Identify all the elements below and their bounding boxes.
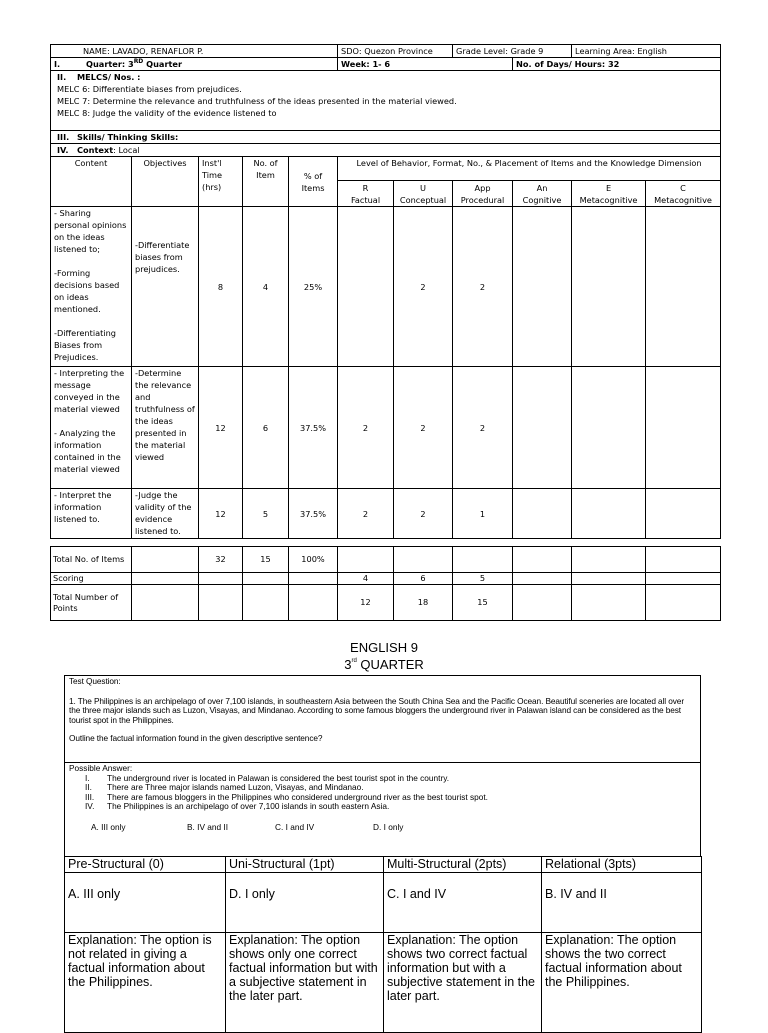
quarter-cell xyxy=(51,58,338,71)
header-r: R Factual xyxy=(338,181,394,207)
row2-items: 6 xyxy=(243,367,289,489)
header-u: U Conceptual xyxy=(394,181,453,207)
solo-option-relational: B. IV and II xyxy=(542,873,702,933)
row3-r: 2 xyxy=(338,489,394,539)
header-objectives: Objectives xyxy=(132,157,199,207)
header-inst-time: Inst'l Time (hrs) xyxy=(199,157,243,207)
melcs-heading xyxy=(57,71,717,83)
learning-area-cell: Learning Area: English xyxy=(572,45,721,58)
grade-level-cell: Grade Level: Grade 9 xyxy=(453,45,572,58)
question-label: Test Question: xyxy=(69,676,121,686)
row2-pct: 37.5% xyxy=(289,367,338,489)
skills-num: III. xyxy=(57,132,70,142)
melcs-cell xyxy=(51,71,721,131)
question-text: 1. The Philippines is an archipelago of over 7,100 islands, in southeastern Asia between the South China Sea and the Pacific Ocean. Beautiful sceneries are located all over the three major islands such as Luzon, Visayas, and Mindanao. According to some famous bloggers the underground river in Palawan island can be considered as the best tourist spot in the Philippines. xyxy=(69,695,684,725)
total-time: 32 xyxy=(199,547,243,573)
choice-a: A. III only xyxy=(91,821,126,832)
row1-items: 4 xyxy=(243,207,289,367)
solo-option-pre: A. III only xyxy=(65,873,226,933)
answer-item: III. There are famous bloggers in the Philippines who considered underground river as the best tourist spot. xyxy=(85,791,488,802)
scoring-r: 4 xyxy=(338,573,394,585)
row1-r xyxy=(338,207,394,367)
question-prompt: Outline the factual information found in the given descriptive sentence? xyxy=(69,733,323,743)
context-label: Context xyxy=(77,145,114,155)
row2-u: 2 xyxy=(394,367,453,489)
solo-table xyxy=(64,856,702,1033)
tos-table xyxy=(50,44,721,539)
skills-cell xyxy=(51,131,721,144)
quarter-num: I. xyxy=(54,59,61,69)
row3-objectives: -Judge the validity of the evidence listened to. xyxy=(132,489,199,539)
row3-content: - Interpret the information listened to. xyxy=(51,489,132,539)
row3-time: 12 xyxy=(199,489,243,539)
answer-item: I. The underground river is located in Palawan is considered the best tourist spot in the country. xyxy=(85,772,450,783)
days-cell: No. of Days/ Hours: 32 xyxy=(513,58,721,71)
scoring-u: 6 xyxy=(394,573,453,585)
row3-app: 1 xyxy=(453,489,513,539)
row2-content: - Interpreting the message conveyed in the material viewed - Analyzing the information contained in the material viewed xyxy=(51,367,132,489)
melcs-num: II. xyxy=(57,72,67,82)
answer-item: IV. The Philippines is an archipelago of over 7,100 islands in south eastern Asia. xyxy=(85,801,390,811)
header-level: Level of Behavior, Format, No., & Placement of Items and the Knowledge Dimension xyxy=(338,157,721,181)
choice-d: D. I only xyxy=(373,821,404,832)
solo-explanation-pre: Explanation: The option is not related in giving a factual information about the Philippines. xyxy=(65,933,226,1033)
name-cell: NAME: LAVADO, RENAFLOR P. xyxy=(51,45,338,58)
week-cell: Week: 1- 6 xyxy=(338,58,513,71)
row1-time: 8 xyxy=(199,207,243,367)
melc-6: MELC 6: Differentiate biases from prejudices. xyxy=(57,84,242,94)
header-app: App Procedural xyxy=(453,181,513,207)
row1-pct: 25% xyxy=(289,207,338,367)
row1-content: - Sharing personal opinions on the ideas listened to; -Forming decisions based on ideas mentioned. -Differentiating Biases from Prejudices. xyxy=(51,207,132,367)
skills-label: Skills/ Thinking Skills: xyxy=(77,132,179,142)
page-subtitle: 3rd QUARTER xyxy=(344,657,424,672)
header-content: Content xyxy=(51,157,132,207)
quarter-suffix: Quarter xyxy=(143,59,183,69)
header-e: E Metacognitive xyxy=(572,181,646,207)
answer-label: Possible Answer: xyxy=(69,763,133,773)
row2-time: 12 xyxy=(199,367,243,489)
context-cell xyxy=(51,144,721,157)
header-c: C Metacognitive xyxy=(646,181,721,207)
quarter-sup: RD xyxy=(133,58,144,65)
total-pct: 100% xyxy=(289,547,338,573)
total-points-label: Total Number of Points xyxy=(51,585,132,621)
solo-explanation-relational: Explanation: The option shows the two correct factual information about the Philippines. xyxy=(542,933,702,1033)
total-items: 15 xyxy=(243,547,289,573)
solo-header-multi: Multi-Structural (2pts) xyxy=(384,857,542,873)
table-row xyxy=(51,489,721,539)
choice-c: C. I and IV xyxy=(275,821,315,832)
solo-header-relational: Relational (3pts) xyxy=(542,857,702,873)
solo-option-multi: C. I and IV xyxy=(384,873,542,933)
points-u: 18 xyxy=(394,585,453,621)
points-app: 15 xyxy=(453,585,513,621)
solo-header-uni: Uni-Structural (1pt) xyxy=(226,857,384,873)
quarter-label: Quarter: 3 xyxy=(86,59,134,69)
answer-box xyxy=(64,762,701,857)
row1-objectives: -Differentiate biases from prejudices. xyxy=(132,207,199,367)
melc-7: MELC 7: Determine the relevance and truthfulness of the ideas presented in the material viewed. xyxy=(57,96,457,106)
melcs-label: MELCS/ Nos. : xyxy=(77,72,141,82)
header-no-item: No. of Item xyxy=(243,157,289,207)
solo-explanation-uni: Explanation: The option shows only one correct factual information but with a subjective statement in the later part. xyxy=(226,933,384,1033)
row3-u: 2 xyxy=(394,489,453,539)
table-row xyxy=(51,207,721,367)
scoring-label: Scoring xyxy=(51,573,132,585)
row1-app: 2 xyxy=(453,207,513,367)
row3-items: 5 xyxy=(243,489,289,539)
answer-choices xyxy=(69,823,696,835)
header-pct-items: % of Items xyxy=(289,157,338,207)
table-row xyxy=(51,367,721,489)
page-title: ENGLISH 9 xyxy=(350,640,418,655)
solo-option-uni: D. I only xyxy=(226,873,384,933)
answer-item: II. There are Three major islands named Luzon, Visayas, and Mindanao. xyxy=(85,782,364,792)
points-r: 12 xyxy=(338,585,394,621)
choice-b: B. IV and II xyxy=(187,821,229,832)
header-an: An Cognitive xyxy=(513,181,572,207)
solo-header-pre: Pre-Structural (0) xyxy=(65,857,226,873)
row3-pct: 37.5% xyxy=(289,489,338,539)
row2-app: 2 xyxy=(453,367,513,489)
row2-r: 2 xyxy=(338,367,394,489)
melc-8: MELC 8: Judge the validity of the evidence listened to xyxy=(57,108,277,118)
solo-explanation-multi: Explanation: The option shows two correct factual information but with a subjective statement in the later part. xyxy=(384,933,542,1033)
row2-objectives: -Determine the relevance and truthfulness of the ideas presented in the material viewed xyxy=(132,367,199,489)
sdo-cell: SDO: Quezon Province xyxy=(338,45,453,58)
row1-u: 2 xyxy=(394,207,453,367)
total-items-label: Total No. of Items xyxy=(51,547,132,573)
context-num: IV. xyxy=(57,145,69,155)
totals-table xyxy=(50,546,721,621)
scoring-app: 5 xyxy=(453,573,513,585)
context-value: : Local xyxy=(113,145,140,155)
